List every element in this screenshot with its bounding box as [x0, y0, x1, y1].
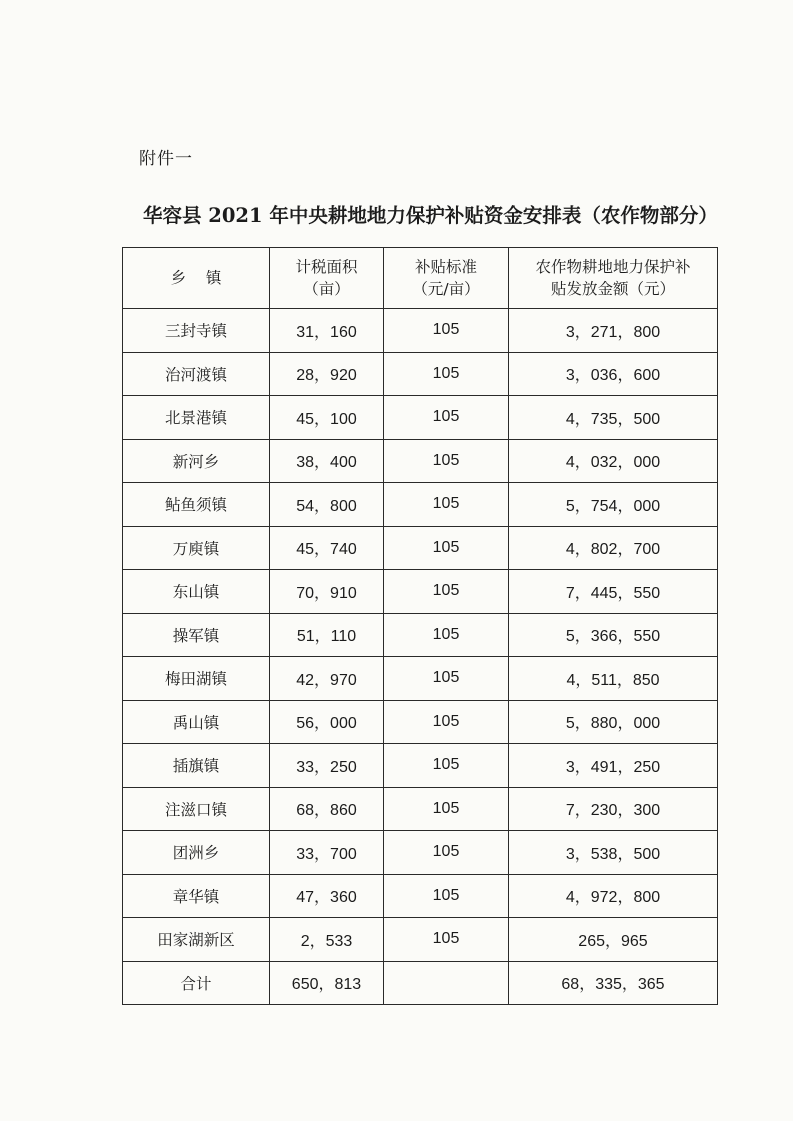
- header-rate: [384, 248, 509, 309]
- cell-town: 团洲乡: [123, 831, 270, 875]
- cell-amount: 3，538，500: [509, 831, 718, 875]
- cell-area: 45，740: [270, 526, 384, 570]
- cell-town: 操军镇: [123, 613, 270, 657]
- header-area-line2: （亩）: [303, 280, 350, 298]
- table-row: [123, 396, 718, 440]
- cell-area: 2，533: [270, 918, 384, 962]
- cell-town: 注滋口镇: [123, 787, 270, 831]
- cell-amount: 4，972，800: [509, 874, 718, 918]
- cell-rate: 105: [384, 483, 509, 527]
- cell-area: 70，910: [270, 570, 384, 614]
- header-area-line1: 计税面积: [295, 258, 358, 276]
- cell-rate: 105: [384, 657, 509, 701]
- header-area: [270, 248, 384, 309]
- table-row: [123, 657, 718, 701]
- header-rate-line1: 补贴标准: [414, 258, 477, 276]
- cell-town: 三封寺镇: [123, 309, 270, 353]
- cell-town: 插旗镇: [123, 744, 270, 788]
- cell-town: 新河乡: [123, 439, 270, 483]
- subsidy-table: [122, 247, 718, 1005]
- header-rate-line2: （元/亩）: [412, 280, 480, 298]
- cell-rate: 105: [384, 918, 509, 962]
- document-title: 华容县 2021 年中央耕地地力保护补贴资金安排表（农作物部分）: [143, 204, 718, 227]
- cell-rate: 105: [384, 613, 509, 657]
- cell-town: 治河渡镇: [123, 352, 270, 396]
- cell-rate: 105: [384, 396, 509, 440]
- header-town: [123, 248, 270, 309]
- header-amount-line1: 农作物耕地地力保护补: [535, 258, 691, 276]
- table-row: [123, 526, 718, 570]
- cell-area: 51，110: [270, 613, 384, 657]
- total-amount: 68，335，365: [509, 961, 718, 1005]
- cell-rate: 105: [384, 787, 509, 831]
- cell-area: 33，700: [270, 831, 384, 875]
- cell-town: 禹山镇: [123, 700, 270, 744]
- header-amount-line2: 贴发放金额（元）: [550, 280, 675, 298]
- cell-amount: 3，491，250: [509, 744, 718, 788]
- cell-rate: 105: [384, 439, 509, 483]
- cell-town: 万庾镇: [123, 526, 270, 570]
- cell-amount: 5，366，550: [509, 613, 718, 657]
- cell-town: 北景港镇: [123, 396, 270, 440]
- cell-amount: 3，271，800: [509, 309, 718, 353]
- cell-rate: 105: [384, 831, 509, 875]
- cell-amount: 5，880，000: [509, 700, 718, 744]
- cell-amount: 265，965: [509, 918, 718, 962]
- cell-rate: 105: [384, 570, 509, 614]
- cell-amount: 4，032，000: [509, 439, 718, 483]
- cell-area: 56，000: [270, 700, 384, 744]
- cell-rate: 105: [384, 700, 509, 744]
- cell-area: 54，800: [270, 483, 384, 527]
- cell-town: 鲇鱼须镇: [123, 483, 270, 527]
- table-row: [123, 570, 718, 614]
- cell-amount: 7，445，550: [509, 570, 718, 614]
- table-row: [123, 874, 718, 918]
- header-amount: [509, 248, 718, 309]
- cell-amount: 4，735，500: [509, 396, 718, 440]
- cell-town: 章华镇: [123, 874, 270, 918]
- table-row: [123, 439, 718, 483]
- cell-rate: 105: [384, 874, 509, 918]
- table-row: [123, 352, 718, 396]
- table-row: [123, 831, 718, 875]
- table-row: [123, 744, 718, 788]
- cell-area: 47，360: [270, 874, 384, 918]
- table-row: [123, 309, 718, 353]
- cell-amount: 5，754，000: [509, 483, 718, 527]
- cell-area: 45，100: [270, 396, 384, 440]
- table-row: [123, 483, 718, 527]
- cell-town: 梅田湖镇: [123, 657, 270, 701]
- attachment-label: 附件一: [139, 149, 193, 169]
- cell-town: 东山镇: [123, 570, 270, 614]
- table-row: [123, 700, 718, 744]
- cell-area: 38，400: [270, 439, 384, 483]
- cell-rate: 105: [384, 526, 509, 570]
- cell-rate: 105: [384, 309, 509, 353]
- total-rate: [384, 961, 509, 1005]
- cell-amount: 4，511，850: [509, 657, 718, 701]
- total-area: 650，813: [270, 961, 384, 1005]
- cell-amount: 3，036，600: [509, 352, 718, 396]
- cell-area: 33，250: [270, 744, 384, 788]
- table-total-row: [123, 961, 718, 1005]
- table-header-row: [123, 248, 718, 309]
- table-row: [123, 613, 718, 657]
- cell-amount: 7，230，300: [509, 787, 718, 831]
- total-label: 合计: [123, 961, 270, 1005]
- table-row: [123, 787, 718, 831]
- cell-rate: 105: [384, 352, 509, 396]
- cell-area: 28，920: [270, 352, 384, 396]
- cell-area: 42，970: [270, 657, 384, 701]
- cell-town: 田家湖新区: [123, 918, 270, 962]
- cell-rate: 105: [384, 744, 509, 788]
- table-row: [123, 918, 718, 962]
- header-town-label: 乡 镇: [170, 269, 222, 287]
- cell-amount: 4，802，700: [509, 526, 718, 570]
- cell-area: 31，160: [270, 309, 384, 353]
- cell-area: 68，860: [270, 787, 384, 831]
